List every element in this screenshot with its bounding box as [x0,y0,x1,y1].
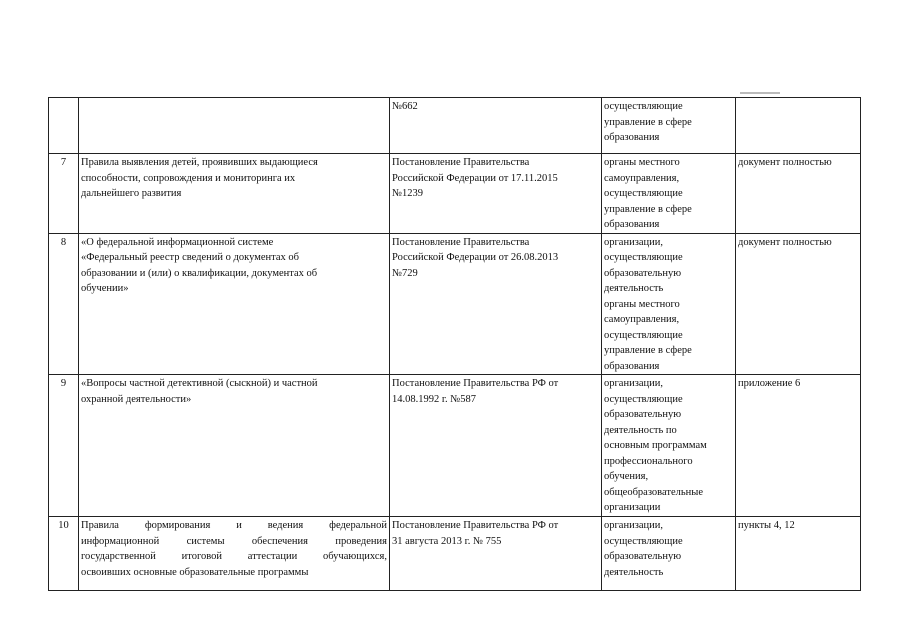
legal-act-cell [390,375,602,517]
scope-text: приложение 6 [738,378,801,389]
scope-cell [736,517,861,591]
legal-act-line: 31 августа 2013 г. № 755 [392,535,502,547]
responsible-bodies-cell [602,517,736,591]
document-name-cell [79,517,390,591]
document-name-line: способности, сопровождения и мониторинга их [81,172,296,184]
document-name-line: «Федеральный реестр сведений о документах об [81,252,299,263]
legal-act-line: Постановление Правительства РФ от [392,520,559,531]
document-name-cell [79,233,390,375]
document-name-line: освоивших основные образовательные программы [81,566,309,578]
document-name-line: «О федеральной информационной системе [81,236,274,248]
legal-act-line: №729 [392,267,418,279]
table-row [49,233,861,375]
responsible-body-line: образования [604,132,660,143]
row-number [49,233,79,375]
document-name-line: образовании и (или) о квалификации, документах об [81,267,318,279]
scope-cell [736,233,861,375]
document-name-line: дальнейшего развития [81,188,182,199]
responsible-body-line: деятельность по [604,424,677,436]
responsible-body-line: образовательную [604,551,682,562]
responsible-body-line: органы местного [604,298,680,310]
row-number-text: 9 [60,378,67,389]
row-number-text: 10 [58,520,69,531]
document-name-line: «Вопросы частной детективной (сыскной) и частной [81,378,318,389]
document-name-cell [79,154,390,234]
legal-act-cell [390,98,602,154]
document-name-cell [79,98,390,154]
document-name-line: информационной системы обеспечения проведения [81,535,387,547]
responsible-bodies-cell [602,233,736,375]
responsible-body-line: самоуправления, [604,314,680,325]
legal-act-cell [390,233,602,375]
table-row [49,517,861,591]
row-number [49,375,79,517]
responsible-bodies-cell [602,98,736,154]
responsible-body-line: осуществляющие [604,329,683,341]
table-row [49,154,861,234]
responsible-body-line: осуществляющие [604,188,683,199]
legal-act-line: Постановление Правительства [392,157,530,168]
legal-act-cell [390,517,602,591]
document-name-line: Правила выявления детей, проявивших выдающиеся [81,157,318,168]
responsible-body-line: общеобразовательные [604,486,703,498]
row-number [49,98,79,154]
responsible-body-line: деятельность [604,566,664,578]
document-name-cell [79,375,390,517]
responsible-body-line: организации, [604,378,663,389]
document-name-line: Правила формирования и ведения федеральной [81,520,387,531]
scope-text: документ полностью [738,236,832,248]
responsible-body-line: образовательную [604,267,682,279]
responsible-body-line: профессионального [604,455,693,467]
legal-act-cell [390,154,602,234]
responsible-body-line: организации [604,502,661,513]
row-number [49,517,79,591]
row-number-text: 7 [60,157,67,168]
legal-act-line: 14.08.1992 г. №587 [392,393,477,405]
responsible-body-line: деятельность [604,283,664,294]
scope-cell [736,154,861,234]
responsible-body-line: осуществляющие [604,393,683,405]
document-name-line: обучении» [81,283,129,294]
scope-cell [736,375,861,517]
table-body [49,98,861,591]
legal-act-line: Российской Федерации от 26.08.2013 [392,252,559,263]
responsible-body-line: образования [604,219,660,230]
responsible-body-line: органы местного [604,157,680,168]
legal-act-line: №662 [392,101,418,112]
table-row [49,98,861,154]
responsible-body-line: управление в сфере [604,203,692,215]
document-name-line: охранной деятельности» [81,393,192,405]
table-row [49,375,861,517]
responsible-body-line: обучения, [604,471,649,482]
norms-table [48,97,861,591]
responsible-body-line: организации, [604,236,663,248]
scope-text: пункты 4, 12 [738,520,795,531]
legal-act-line: Российской Федерации от 17.11.2015 [392,172,558,184]
legal-act-line: Постановление Правительства [392,236,530,248]
responsible-body-line: управление в сфере [604,116,692,128]
responsible-body-line: управление в сфере [604,345,692,356]
document-name-line: государственной итоговой аттестации обучающихся, [81,551,387,562]
responsible-body-line: самоуправления, [604,172,680,184]
row-number [49,154,79,234]
scope-cell [736,98,861,154]
responsible-body-line: образовательную [604,409,682,420]
scan-artifact [740,92,780,94]
responsible-body-line: образования [604,360,660,372]
row-number-text: 8 [60,236,67,248]
responsible-body-line: основным программам [604,440,707,451]
responsible-body-line: осуществляющие [604,535,683,547]
scope-text: документ полностью [738,157,832,168]
responsible-body-line: осуществляющие [604,252,683,263]
responsible-body-line: организации, [604,520,663,531]
legal-act-line: №1239 [392,188,424,199]
responsible-bodies-cell [602,375,736,517]
responsible-bodies-cell [602,154,736,234]
legal-act-line: Постановление Правительства РФ от [392,378,559,389]
responsible-body-line: осуществляющие [604,101,683,112]
